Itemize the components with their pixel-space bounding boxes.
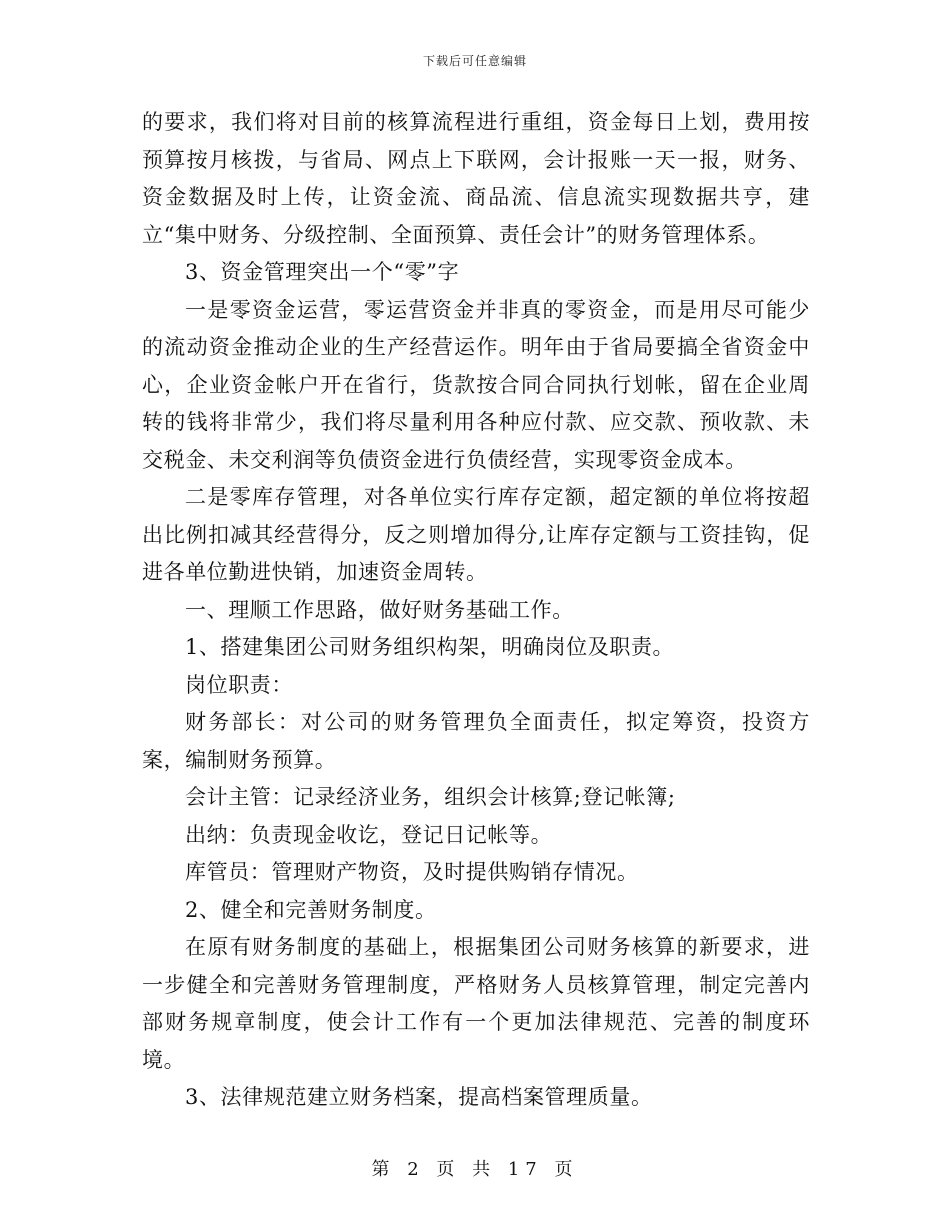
page-number: 第 2 页 共 17 页 <box>371 1159 579 1180</box>
section-heading: 3、资金管理突出一个“零”字 <box>185 260 460 284</box>
paragraph: 出纳：负责现金收讫，登记日记帐等。 <box>185 822 553 847</box>
paragraph: 二是零库存管理，对各单位实行库存定额，超定额的单位将按超出比例扣减其经营得分，反之则增加得分,让库存定额与工资挂钩，促进各单位勤进快销，加速资金周转。 <box>142 485 810 584</box>
subsection-heading: 2、健全和完善财务制度。 <box>185 897 437 922</box>
subsection-heading: 1、搭建集团公司财务组织构架，明确岗位及职责。 <box>185 635 675 659</box>
paragraph: 岗位职责： <box>185 672 293 697</box>
paragraph: 会计主管：记录经济业务，组织会计核算;登记帐簿; <box>185 785 676 809</box>
paragraph: 库管员：管理财产物资，及时提供购销存情况。 <box>185 860 639 884</box>
document-body <box>142 104 810 1117</box>
section-heading: 一、理顺工作思路，做好财务基础工作。 <box>185 597 574 622</box>
page-header-note: 下载后可任意编辑 <box>422 54 527 68</box>
paragraph: 一是零资金运营，零运营资金并非真的零资金，而是用尽可能少的流动资金推动企业的生产经营运作。明年由于省局要搞全省资金中心，企业资金帐户开在省行，货款按合同合同执行划帐，留在企业周转的钱将非常少，我们将尽量利用各种应付款、应交款、预收款、未交税金、未交利润等负债资金进行负债经营，实现零资金成本。 <box>142 297 810 472</box>
paragraph: 的要求，我们将对目前的核算流程进行重组，资金每日上划，费用按预算按月核拨，与省局、网点上下联网，会计报账一天一报，财务、资金数据及时上传，让资金流、商品流、信息流实现数据共亨，建立“集中财务、分级控制、全面预算、责任会计”的财务管理体系。 <box>142 110 810 247</box>
paragraph: 财务部长：对公司的财务管理负全面责任，拟定筹资，投资方案，编制财务预算。 <box>142 710 810 772</box>
subsection-heading: 3、法律规范建立财务档案，提高档案管理质量。 <box>185 1085 653 1109</box>
paragraph: 在原有财务制度的基础上，根据集团公司财务核算的新要求，进一步健全和完善财务管理制度，严格财务人员核算管理，制定完善内部财务规章制度，使会计工作有一个更加法律规范、完善的制度环境。 <box>142 935 810 1072</box>
